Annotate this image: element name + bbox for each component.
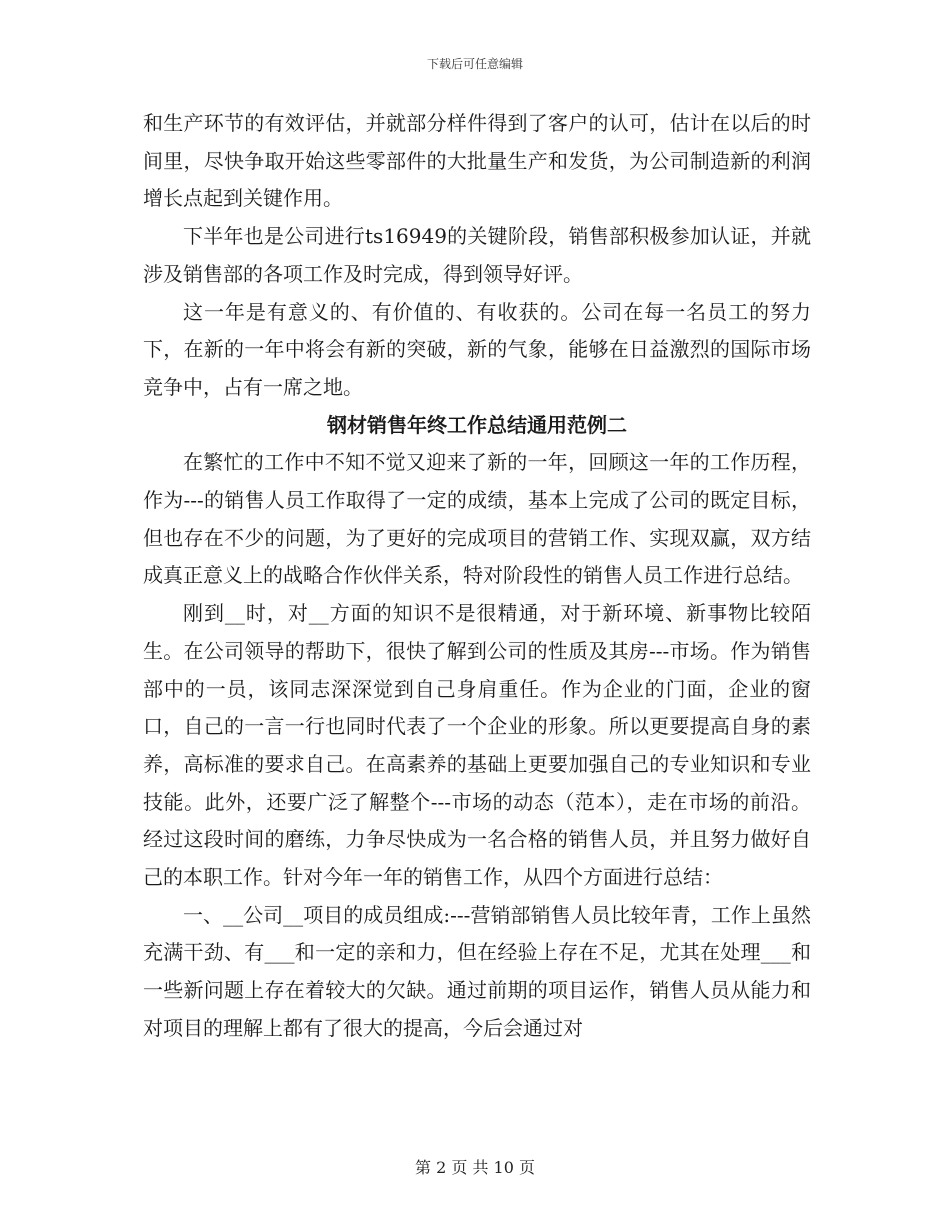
page-footer: 第 2 页 共 10 页 [415,1158,535,1177]
section-paragraph-1: 在繁忙的工作中不知不觉又迎来了新的一年，回顾这一年的工作历程，作为---的销售人员工作取得了一定的成绩，基本上完成了公司的既定目标，但也存在不少的问题，为了更好的完成项目的营销工作、实现双赢，双方结成真正意义上的战略合作伙伴关系，特对阶段性的销售人员工作进行总结。 [143,450,811,588]
page-header: 下载后可任意编辑 [426,57,523,71]
section-paragraph-3: 一、__公司__项目的成员组成:---营销部销售人员比较年青，工作上虽然充满干劲、有___和一定的亲和力，但在经验上存在不足，尤其在处理___和一些新问题上存在着较大的欠缺。通过前期的项目运作，销售人员从能力和对项目的理解上都有了很大的提高，今后会通过对 [143,902,811,1040]
section-paragraph-2: 刚到__时，对__方面的知识不是很精通，对于新环境、新事物比较陌生。在公司领导的帮助下，很快了解到公司的性质及其房---市场。作为销售部中的一员，该同志深深觉到自己身肩重任。作为企业的门面，企业的窗口，自己的一言一行也同时代表了一个企业的形象。所以更要提高自身的素养，高标准的要求自己。在高素养的基础上更要加强自己的专业知识和专业技能。此外，还要广泛了解整个---市场的动态（范本），走在市场的前沿。经过这段时间的磨练，力争尽快成为一名合格的销售人员，并且努力做好自己的本职工作。针对今年一年的销售工作，从四个方面进行总结： [143,601,811,890]
document-body [143,105,811,1048]
paragraph-2: 下半年也是公司进行ts16949的关键阶段，销售部积极参加认证，并就涉及销售部的各项工作及时完成，得到领导好评。 [143,224,811,286]
paragraph-1: 和生产环节的有效评估，并就部分样件得到了客户的认可，估计在以后的时间里，尽快争取开始这些零部件的大批量生产和发货，为公司制造新的利润增长点起到关键作用。 [143,111,811,211]
section-title: 钢材销售年终工作总结通用范例二 [327,412,627,437]
paragraph-3: 这一年是有意义的、有价值的、有收获的。公司在每一名员工的努力下，在新的一年中将会有新的突破，新的气象，能够在日益激烈的国际市场竞争中，占有一席之地。 [143,299,811,399]
